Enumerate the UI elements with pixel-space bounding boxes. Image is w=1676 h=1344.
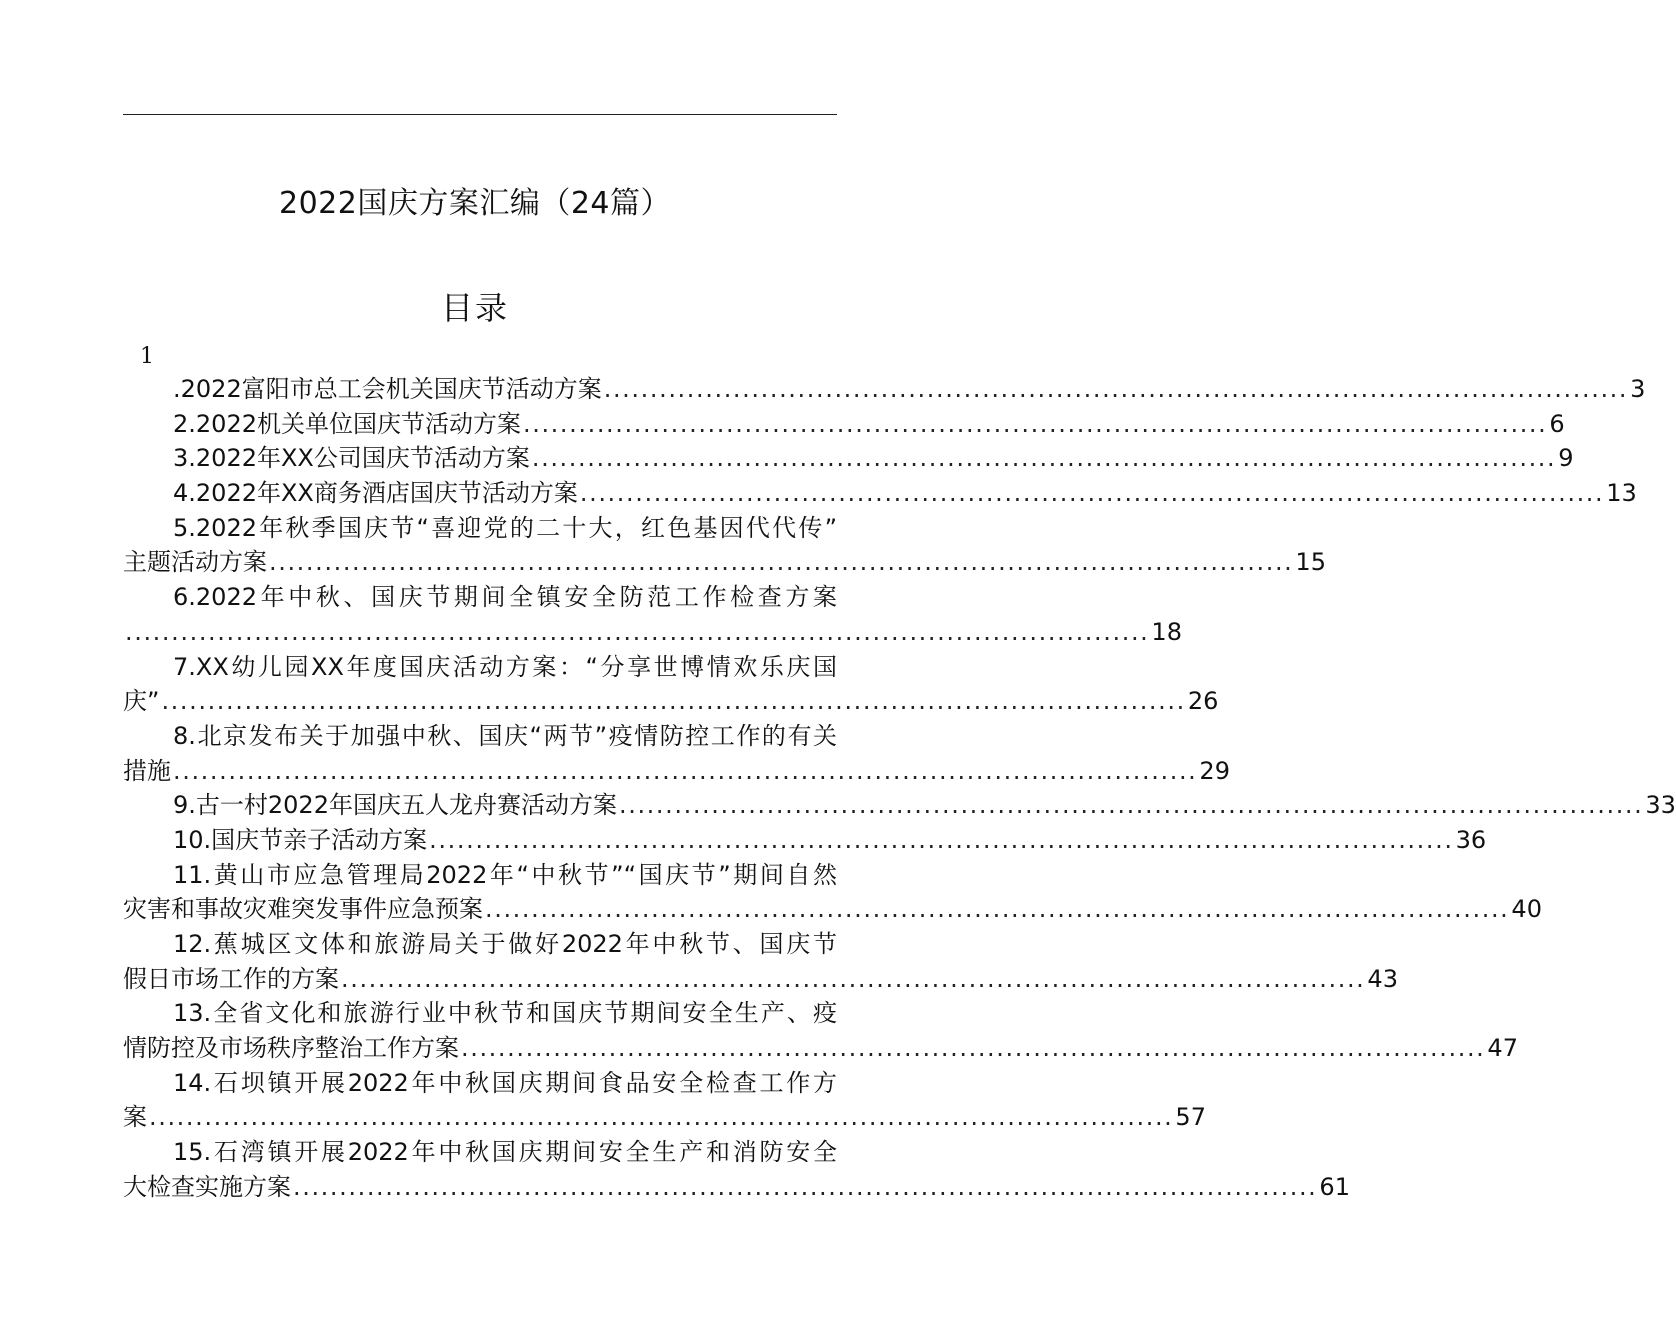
toc-entry-text: 7.XX幼儿园XX年度国庆活动方案：“分享世博情欢乐庆国 <box>173 652 837 681</box>
toc-entry[interactable] <box>123 719 1230 788</box>
toc-entry-text: 庆” <box>123 687 160 716</box>
toc-page-number: 61 <box>1319 1172 1350 1201</box>
toc-entry[interactable] <box>123 927 1398 996</box>
dot-leader: ............................................................................................................... <box>461 1034 1486 1063</box>
toc-entry-text: 8.北京发布关于加强中秋、国庆“两节”疫情防控工作的有关 <box>173 721 837 750</box>
toc-entry[interactable] <box>123 441 1574 476</box>
toc-page-number: 9 <box>1558 444 1574 473</box>
toc-entry-text: 大检查实施方案 <box>123 1172 291 1201</box>
toc-entry[interactable] <box>123 580 1182 649</box>
toc-page-number: 6 <box>1549 409 1565 438</box>
dot-leader: ............................................................................................................... <box>485 895 1510 924</box>
toc-entry-text: 2.2022机关单位国庆节活动方案 <box>173 409 521 438</box>
toc-page-number: 26 <box>1187 687 1219 716</box>
toc-entry-text: 12.蕉城区文体和旅游局关于做好2022年中秋节、国庆节 <box>173 930 837 958</box>
toc-entry[interactable] <box>123 1135 1350 1204</box>
toc-entry-text: 6.2022年中秋、国庆节期间全镇安全防范工作检查方案 <box>173 583 837 612</box>
toc-entry-text: 3.2022年XX公司国庆节活动方案 <box>173 444 530 473</box>
toc-page-number: 36 <box>1455 825 1487 854</box>
toc-entry[interactable] <box>123 407 1565 442</box>
toc-entry[interactable] <box>123 823 1487 858</box>
toc-page-number: 13 <box>1606 479 1637 508</box>
dot-leader: ............................................................................................................... <box>603 375 1629 403</box>
dot-leader: ............................................................................................................... <box>161 687 1186 716</box>
toc-page-number: 18 <box>1151 617 1182 646</box>
dot-leader: ............................................................................................................... <box>173 756 1198 785</box>
toc-entry[interactable] <box>123 996 1518 1065</box>
toc-entry[interactable] <box>123 650 1219 719</box>
document-title: 2022国庆方案汇编（24篇） <box>278 186 672 221</box>
toc-entry-text: 假日市场工作的方案 <box>123 964 339 993</box>
dot-leader: ............................................................................................................... <box>293 1172 1318 1201</box>
toc-entry-text: 4.2022年XX商务酒店国庆节活动方案 <box>173 479 578 508</box>
toc-entry-text: 15.石湾镇开展2022年中秋国庆期间安全生产和消防安全 <box>173 1138 837 1167</box>
toc-entry[interactable] <box>123 1066 1206 1135</box>
toc-entry[interactable] <box>123 788 1676 823</box>
toc-page-number: 43 <box>1367 964 1398 993</box>
dot-leader: ............................................................................................................... <box>341 964 1366 993</box>
toc-entry[interactable] <box>123 511 1326 580</box>
dot-leader: ............................................................................................................... <box>269 548 1294 577</box>
dot-leader: ............................................................................................................... <box>618 791 1644 820</box>
toc-heading: 目录 <box>440 289 509 327</box>
dot-leader: ............................................................................................................... <box>531 444 1557 473</box>
header-rule <box>123 114 837 115</box>
toc-entry-text: 11.黄山市应急管理局2022年“中秋节”“国庆节”期间自然 <box>173 860 837 889</box>
toc-entry-text: 13.全省文化和旅游行业中秋节和国庆节期间安全生产、疫 <box>173 999 837 1028</box>
dot-leader: ............................................................................................................... <box>429 825 1454 854</box>
toc-page-number: 15 <box>1295 548 1326 577</box>
toc-entry-text: 14.石坝镇开展2022年中秋国庆期间食品安全检查工作方 <box>173 1068 837 1097</box>
dot-leader: ............................................................................................................... <box>522 409 1548 438</box>
toc-page-number: 40 <box>1511 895 1542 924</box>
toc-entry-text: .2022富阳市总工会机关国庆节活动方案 <box>173 375 602 403</box>
toc-entry-text: 灾害和事故灾难突发事件应急预案 <box>123 895 483 924</box>
toc-entry[interactable] <box>123 476 1637 511</box>
toc-entry-text: 5.2022年秋季国庆节“喜迎党的二十大，红色基因代代传” <box>173 513 837 542</box>
toc-entry-text: 案 <box>123 1103 147 1132</box>
toc-entry-text: 措施 <box>123 756 171 785</box>
toc-entry-text: 主题活动方案 <box>123 548 267 577</box>
toc-page-number: 29 <box>1199 756 1230 785</box>
toc-entry-text: 情防控及市场秩序整治工作方案 <box>123 1034 459 1063</box>
toc-entry-text: 10.国庆节亲子活动方案 <box>173 825 428 854</box>
dot-leader: ............................................................................................................... <box>149 1103 1174 1132</box>
toc-entry-text: 9.古一村2022年国庆五人龙舟赛活动方案 <box>173 791 617 820</box>
toc-page-number: 57 <box>1175 1103 1206 1132</box>
stray-number: 1 <box>140 344 154 369</box>
toc-entry[interactable] <box>123 858 1542 927</box>
table-of-contents <box>123 372 1676 1205</box>
dot-leader: ............................................................................................................... <box>579 479 1605 508</box>
toc-page-number: 33 <box>1645 791 1676 820</box>
toc-page-number: 3 <box>1630 375 1646 403</box>
toc-entry[interactable] <box>123 372 1646 407</box>
toc-page-number: 47 <box>1487 1034 1518 1063</box>
dot-leader: ............................................................................................................... <box>125 617 1150 646</box>
